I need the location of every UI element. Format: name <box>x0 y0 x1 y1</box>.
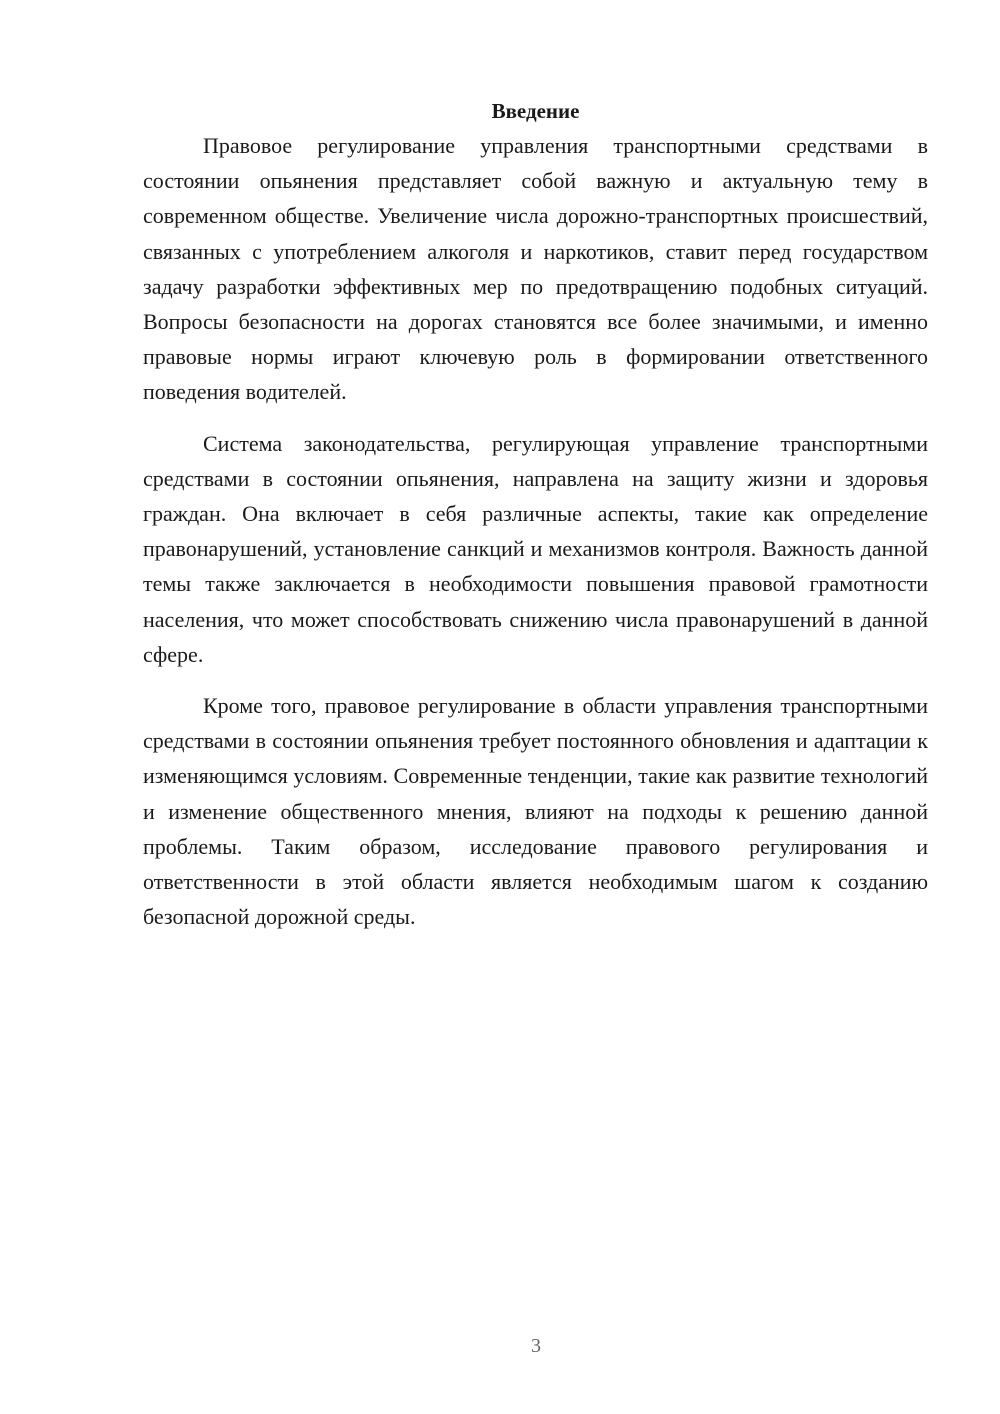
page-number: 3 <box>531 1335 541 1357</box>
paragraph-1: Правовое регулирование управления транспортными средствами в состоянии опьянения представляет собой важную и актуальную тему в современном обществе. Увеличение числа дорожно-транспортных происшествий, связанных с употреблением алкоголя и наркотиков, ставит перед государством задачу разработки эффективных мер по предотвращению подобных ситуаций. Вопросы безопасности на дорогах становятся все более значимыми, и именно правовые нормы играют ключевую роль в формировании ответственного поведения водителей. <box>143 133 928 405</box>
paragraph-2: Система законодательства, регулирующая управление транспортными средствами в состоянии опьянения, направлена на защиту жизни и здоровья граждан. Она включает в себя различные аспекты, такие как определение правонарушений, установление санкций и механизмов контроля. Важность данной темы также заключается в необходимости повышения правовой грамотности населения, что может способствовать снижению числа правонарушений в данной сфере. <box>143 430 928 667</box>
page-body <box>143 94 928 934</box>
section-heading: Введение <box>491 99 580 123</box>
paragraph-3: Кроме того, правовое регулирование в области управления транспортными средствами в состоянии опьянения требует постоянного обновления и адаптации к изменяющимся условиям. Современные тенденции, такие как развитие технологий и изменение общественного мнения, влияют на подходы к решению данной проблемы. Таким образом, исследование правового регулирования и ответственности в этой области является необходимым шагом к созданию безопасной дорожной среды. <box>143 693 928 930</box>
